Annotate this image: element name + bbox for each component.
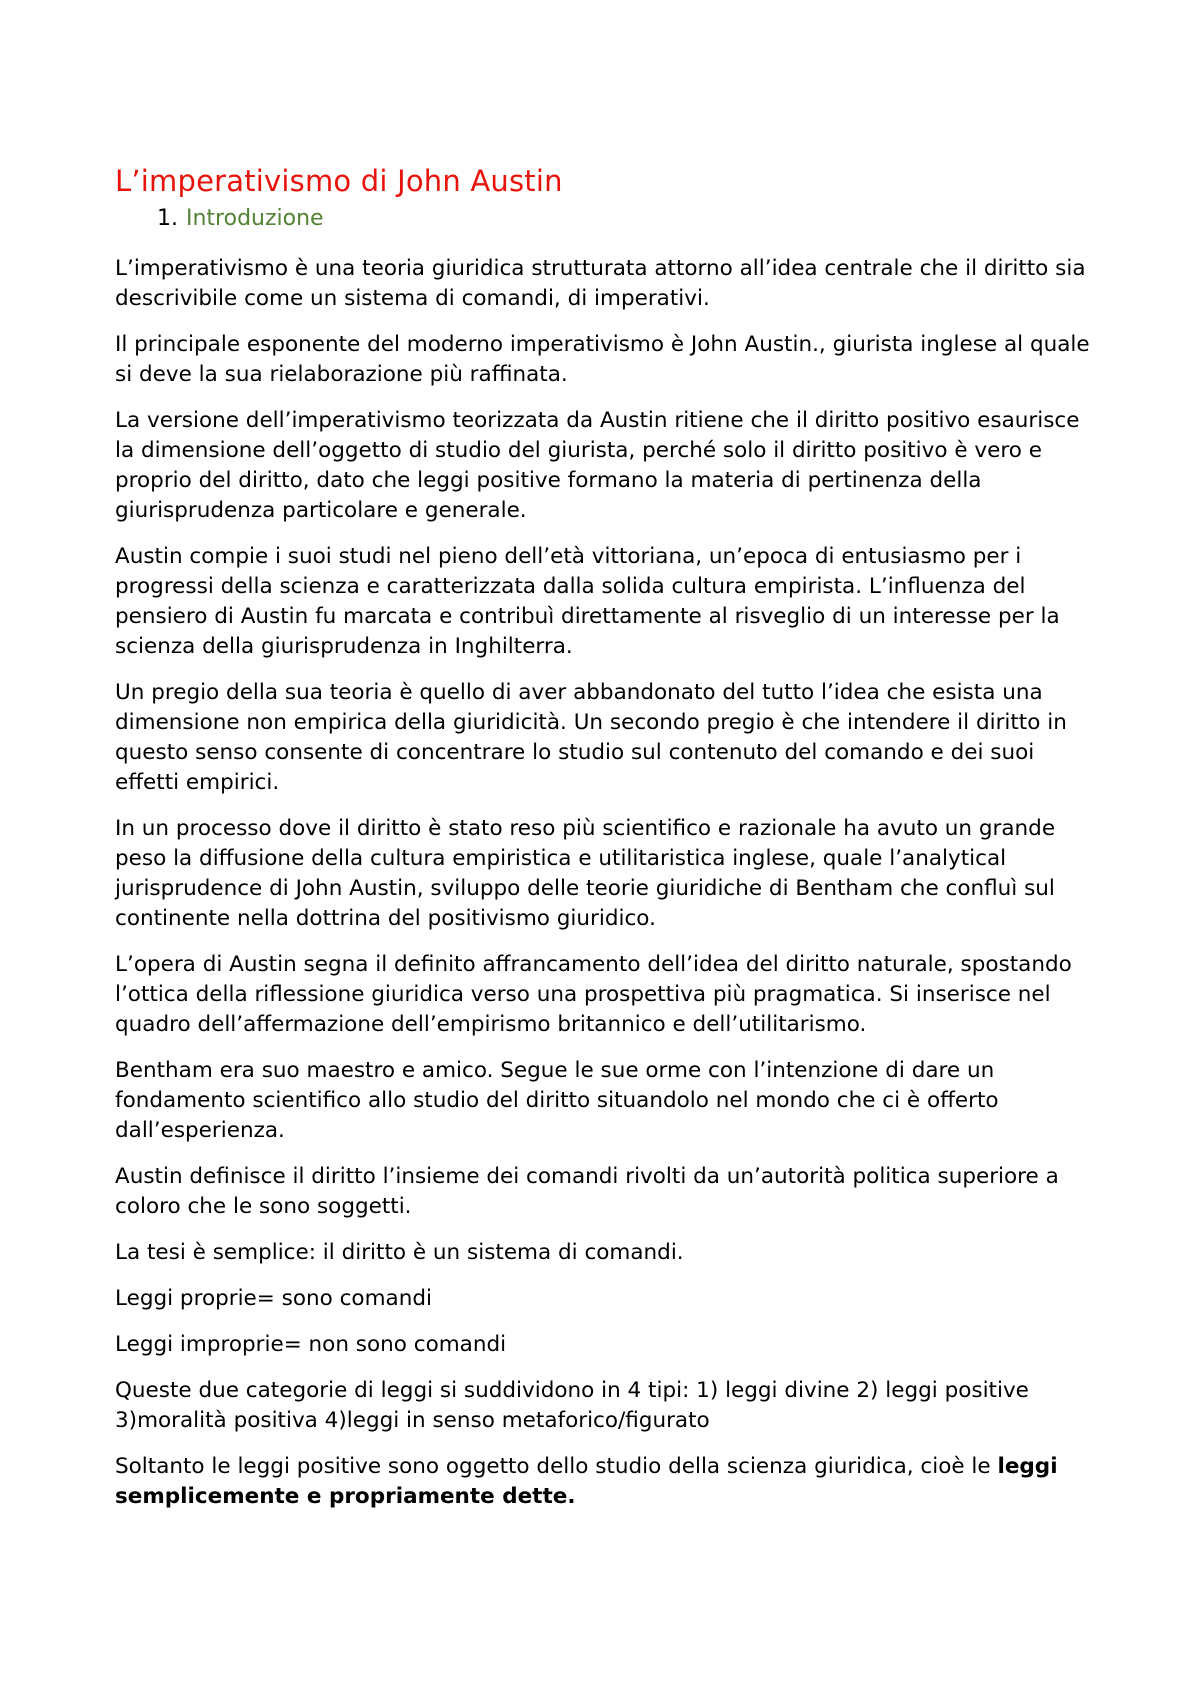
- paragraph: Austin definisce il diritto l’insieme dei comandi rivolti da un’autorità politica superiore a coloro che le sono soggetti.: [115, 1164, 1059, 1219]
- paragraph: L’opera di Austin segna il definito affrancamento dell’idea del diritto naturale, spostando l’ottica della riflessione giuridica verso una prospettiva più pragmatica. Si inserisce nel quadro dell’affermazione dell’empirismo britannico e dell’utilitarismo.: [115, 952, 1072, 1037]
- document-title: L’imperativismo di John Austin: [115, 164, 563, 198]
- document-page: [115, 162, 1100, 1528]
- paragraph: Un pregio della sua teoria è quello di aver abbandonato del tutto l’idea che esista una dimensione non empirica della giuridicità. Un secondo pregio è che intendere il diritto in questo senso consente di concentrare lo studio sul contenuto del comando e dei suoi effetti empirici.: [115, 680, 1067, 795]
- final-paragraph: [115, 1452, 1100, 1512]
- paragraph: La versione dell’imperativismo teorizzata da Austin ritiene che il diritto positivo esaurisce la dimensione dell’oggetto di studio del giurista, perché solo il diritto positivo è vero e proprio del diritto, dato che leggi positive formano la materia di pertinenza della giurisprudenza particolare e generale.: [115, 408, 1080, 523]
- section-title: Introduzione: [186, 206, 324, 231]
- section-number: 1.: [157, 206, 178, 231]
- paragraph: La tesi è semplice: il diritto è un sistema di comandi.: [115, 1240, 684, 1265]
- paragraph: Queste due categorie di leggi si suddividono in 4 tipi: 1) leggi divine 2) leggi positive 3)moralità positiva 4)leggi in senso metaforico/figurato: [115, 1378, 1029, 1433]
- paragraph: L’imperativismo è una teoria giuridica strutturata attorno all’idea centrale che il diritto sia descrivibile come un sistema di comandi, di imperativi.: [115, 256, 1086, 311]
- paragraph: In un processo dove il diritto è stato reso più scientifico e razionale ha avuto un grande peso la diffusione della cultura empiristica e utilitaristica inglese, quale l’analytical jurisprudence di John Austin, sviluppo delle teorie giuridiche di Bentham che confluì sul continente nella dottrina del positivismo giuridico.: [115, 816, 1056, 931]
- paragraph: Austin compie i suoi studi nel pieno dell’età vittoriana, un’epoca di entusiasmo per i progressi della scienza e caratterizzata dalla solida cultura empirista. L’influenza del pensiero di Austin fu marcata e contribuì direttamente al risveglio di un interesse per la scienza della giurisprudenza in Inghilterra.: [115, 544, 1060, 659]
- final-paragraph-bold: leggi semplicemente e propriamente dette.: [115, 1454, 1058, 1509]
- paragraph: Leggi proprie= sono comandi: [115, 1286, 432, 1311]
- paragraph: Bentham era suo maestro e amico. Segue le sue orme con l’intenzione di dare un fondamento scientifico allo studio del diritto situandolo nel mondo che ci è offerto dall’esperienza.: [115, 1058, 999, 1143]
- final-paragraph-text: Soltanto le leggi positive sono oggetto dello studio della scienza giuridica, cioè le: [115, 1454, 998, 1479]
- paragraph: Leggi improprie= non sono comandi: [115, 1332, 507, 1357]
- paragraph: Il principale esponente del moderno imperativismo è John Austin., giurista inglese al quale si deve la sua rielaborazione più raffinata.: [115, 332, 1090, 387]
- section-heading: [157, 204, 1100, 234]
